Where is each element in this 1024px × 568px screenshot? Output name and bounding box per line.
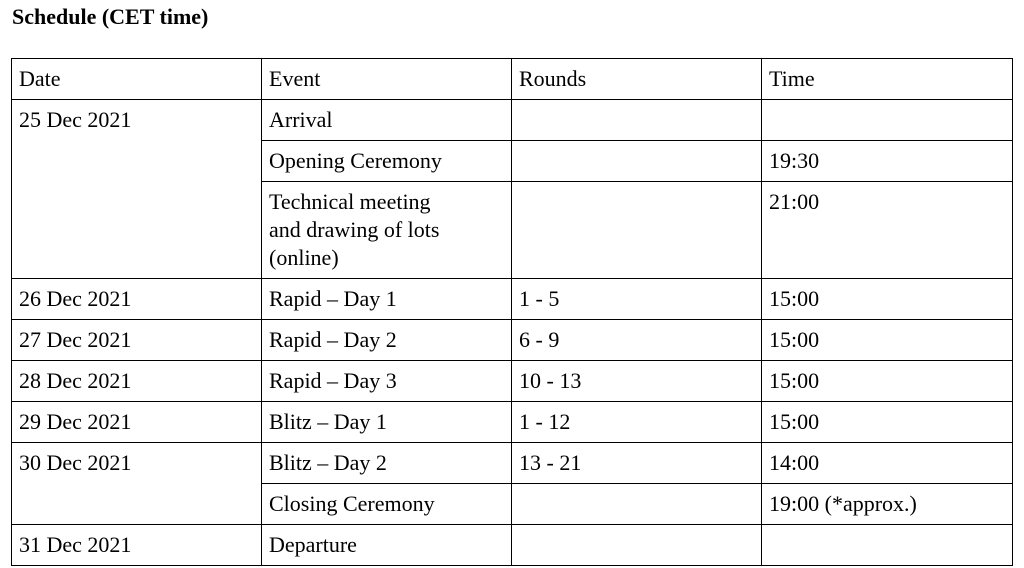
- rounds-cell: [512, 484, 762, 525]
- date-cell: 31 Dec 2021: [12, 525, 262, 566]
- rounds-cell: [512, 525, 762, 566]
- event-cell: Technical meeting and drawing of lots (online): [262, 182, 512, 279]
- column-header-event: Event: [262, 59, 512, 100]
- rounds-cell: 1 - 12: [512, 402, 762, 443]
- table-row: [12, 100, 1013, 141]
- rounds-cell: 6 - 9: [512, 320, 762, 361]
- date-cell: 27 Dec 2021: [12, 320, 262, 361]
- time-cell: 15:00: [762, 279, 1013, 320]
- date-cell: 28 Dec 2021: [12, 361, 262, 402]
- rounds-cell: 13 - 21: [512, 443, 762, 484]
- date-cell: 30 Dec 2021: [12, 443, 262, 525]
- rounds-cell: [512, 100, 762, 141]
- time-cell: 15:00: [762, 320, 1013, 361]
- event-cell: Blitz – Day 2: [262, 443, 512, 484]
- column-header-rounds: Rounds: [512, 59, 762, 100]
- time-cell: 15:00: [762, 402, 1013, 443]
- time-cell: 14:00: [762, 443, 1013, 484]
- table-row: [12, 361, 1013, 402]
- time-cell: [762, 525, 1013, 566]
- event-cell: Opening Ceremony: [262, 141, 512, 182]
- table-row: [12, 320, 1013, 361]
- rounds-cell: 1 - 5: [512, 279, 762, 320]
- event-cell: Departure: [262, 525, 512, 566]
- date-cell: 26 Dec 2021: [12, 279, 262, 320]
- event-cell: Blitz – Day 1: [262, 402, 512, 443]
- date-cell: 25 Dec 2021: [12, 100, 262, 279]
- column-header-time: Time: [762, 59, 1013, 100]
- rounds-cell: [512, 141, 762, 182]
- table-row: [12, 402, 1013, 443]
- date-cell: 29 Dec 2021: [12, 402, 262, 443]
- event-cell: Rapid – Day 2: [262, 320, 512, 361]
- event-cell: Closing Ceremony: [262, 484, 512, 525]
- column-header-date: Date: [12, 59, 262, 100]
- table-row: [12, 443, 1013, 484]
- table-row: [12, 525, 1013, 566]
- table-row: [12, 279, 1013, 320]
- rounds-cell: [512, 182, 762, 279]
- schedule-table: [11, 58, 1013, 566]
- table-header-row: [12, 59, 1013, 100]
- time-cell: 19:00 (*approx.): [762, 484, 1013, 525]
- time-cell: 19:30: [762, 141, 1013, 182]
- rounds-cell: 10 - 13: [512, 361, 762, 402]
- event-cell: Arrival: [262, 100, 512, 141]
- event-cell: Rapid – Day 1: [262, 279, 512, 320]
- page-title: Schedule (CET time): [12, 4, 209, 29]
- time-cell: [762, 100, 1013, 141]
- time-cell: 15:00: [762, 361, 1013, 402]
- time-cell: 21:00: [762, 182, 1013, 279]
- event-cell: Rapid – Day 3: [262, 361, 512, 402]
